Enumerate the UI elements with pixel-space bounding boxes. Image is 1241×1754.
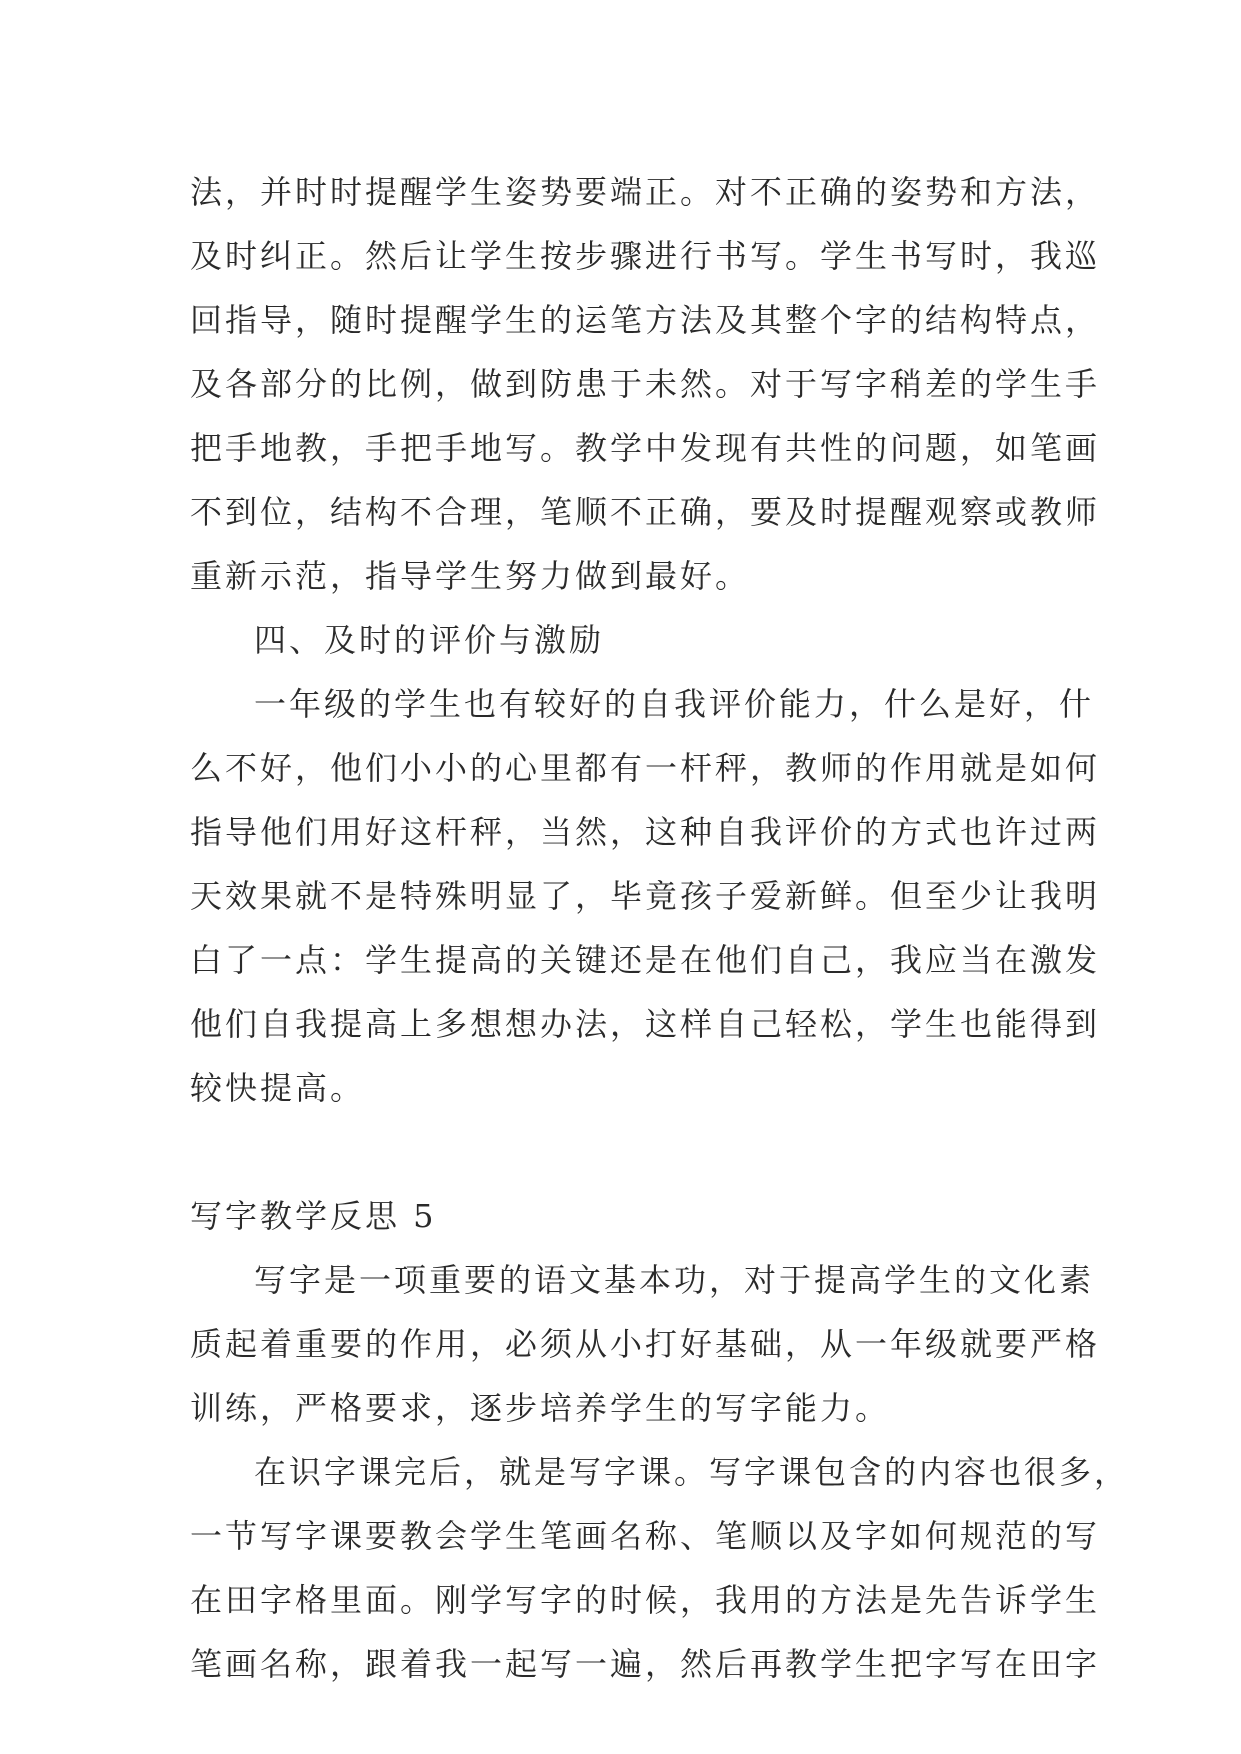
text-line: 指导他们用好这杆秤，当然，这种自我评价的方式也许过两	[190, 813, 1101, 851]
text-line: 么不好，他们小小的心里都有一杆秤，教师的作用就是如何	[190, 749, 1101, 787]
text-line: 重新示范，指导学生努力做到最好。	[190, 557, 751, 595]
section-title: 写字教学反思 5	[190, 1197, 437, 1235]
paragraph-evaluation	[190, 672, 1101, 1120]
text-line: 不到位，结构不合理，笔顺不正确，要及时提醒观察或教师	[190, 493, 1101, 531]
text-line: 及各部分的比例，做到防患于未然。对于写字稍差的学生手	[190, 365, 1101, 403]
text-line: 一年级的学生也有较好的自我评价能力，什么是好，什	[254, 685, 1095, 723]
section-spacer	[190, 1120, 1070, 1184]
text-line: 一节写字课要教会学生笔画名称、笔顺以及字如何规范的写	[190, 1517, 1101, 1555]
text-line: 写字是一项重要的语文基本功，对于提高学生的文化素	[254, 1261, 1095, 1299]
text-line: 把手地教，手把手地写。教学中发现有共性的问题，如笔画	[190, 429, 1101, 467]
text-line: 及时纠正。然后让学生按步骤进行书写。学生书写时，我巡	[190, 237, 1101, 275]
paragraph-writing-class	[190, 1440, 1130, 1696]
text-line: 白了一点：学生提高的关键还是在他们自己，我应当在激发	[190, 941, 1101, 979]
document-body	[190, 160, 1130, 1696]
text-line: 天效果就不是特殊明显了，毕竟孩子爱新鲜。但至少让我明	[190, 877, 1101, 915]
text-line: 回指导，随时提醒学生的运笔方法及其整个字的结构特点，	[190, 301, 1101, 339]
paragraph-continued	[190, 160, 1101, 608]
text-line: 在田字格里面。刚学写字的时候，我用的方法是先告诉学生	[190, 1581, 1101, 1619]
paragraph-intro	[190, 1248, 1101, 1440]
text-line: 在识字课完后，就是写字课。写字课包含的内容也很多，	[254, 1453, 1130, 1491]
subheading: 四、及时的评价与激励	[254, 621, 605, 659]
text-line: 笔画名称，跟着我一起写一遍，然后再教学生把字写在田字	[190, 1645, 1101, 1683]
text-line: 他们自我提高上多想想办法，这样自己轻松，学生也能得到	[190, 1005, 1101, 1043]
text-line: 训练，严格要求，逐步培养学生的写字能力。	[190, 1389, 891, 1427]
text-line: 法，并时时提醒学生姿势要端正。对不正确的姿势和方法，	[190, 173, 1101, 211]
text-line: 质起着重要的作用，必须从小打好基础，从一年级就要严格	[190, 1325, 1101, 1363]
text-line: 较快提高。	[190, 1069, 366, 1107]
